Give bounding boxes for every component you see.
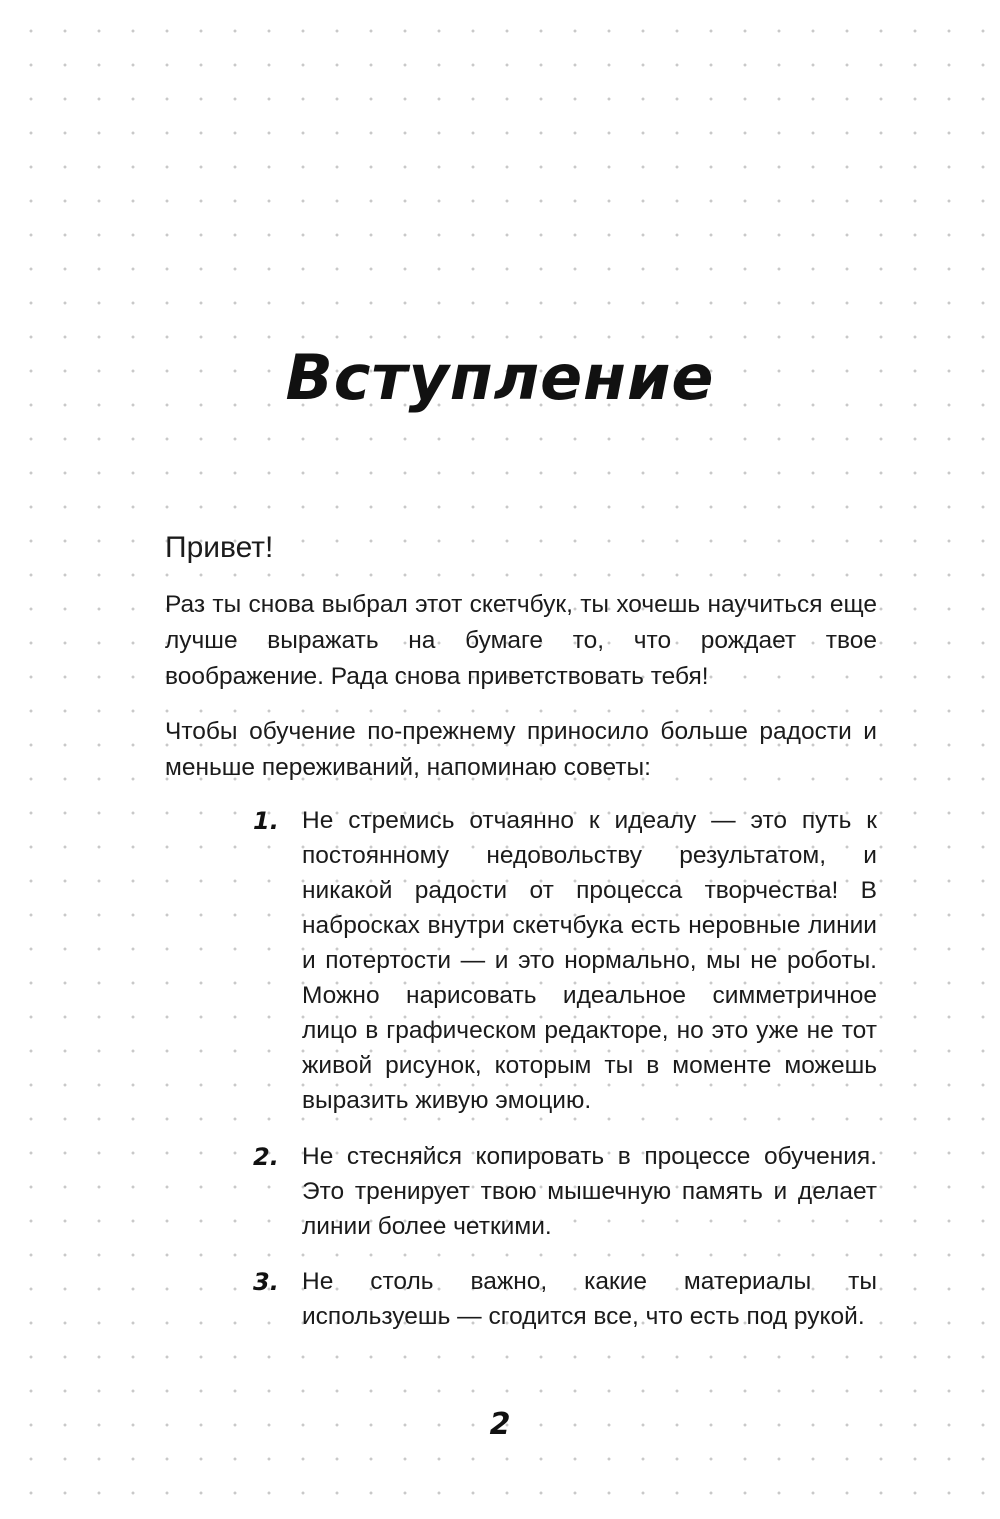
greeting-heading: Привет! bbox=[165, 531, 274, 564]
list-item-number: 3. bbox=[253, 1268, 279, 1296]
list-item-text: Не стремись отчаянно к идеалу — это путь к постоянному недовольству результатом, и никакой радости от процесса творчества! В набросках внутри скетчбука есть неровные линии и потертости — и это нормально, мы не роботы. Можно нарисовать идеальное симметричное лицо в графическом редакторе, но это уже не тот живой рисунок, которым ты в моменте можешь выразить живую эмоцию. bbox=[302, 807, 877, 1114]
page-number: 2 bbox=[489, 1407, 511, 1442]
list-item-text: Не стесняйся копировать в процессе обучения. Это тренирует твою мышечную память и делает линии более четкими. bbox=[302, 1143, 877, 1240]
advice-intro-paragraph: Чтобы обучение по-прежнему приносило больше радости и меньше переживаний, напоминаю советы: bbox=[165, 718, 877, 781]
list-item-text: Не столь важно, какие материалы ты используешь — сгодится все, что есть под рукой. bbox=[302, 1268, 877, 1330]
list-item-number: 1. bbox=[253, 807, 279, 835]
chapter-title: Вступление bbox=[285, 341, 715, 414]
list-item-number: 2. bbox=[253, 1143, 279, 1171]
intro-paragraph: Раз ты снова выбрал этот скетчбук, ты хочешь научиться еще лучше выражать на бумаге то, что рождает твое воображение. Рада снова приветствовать тебя! bbox=[165, 591, 877, 690]
